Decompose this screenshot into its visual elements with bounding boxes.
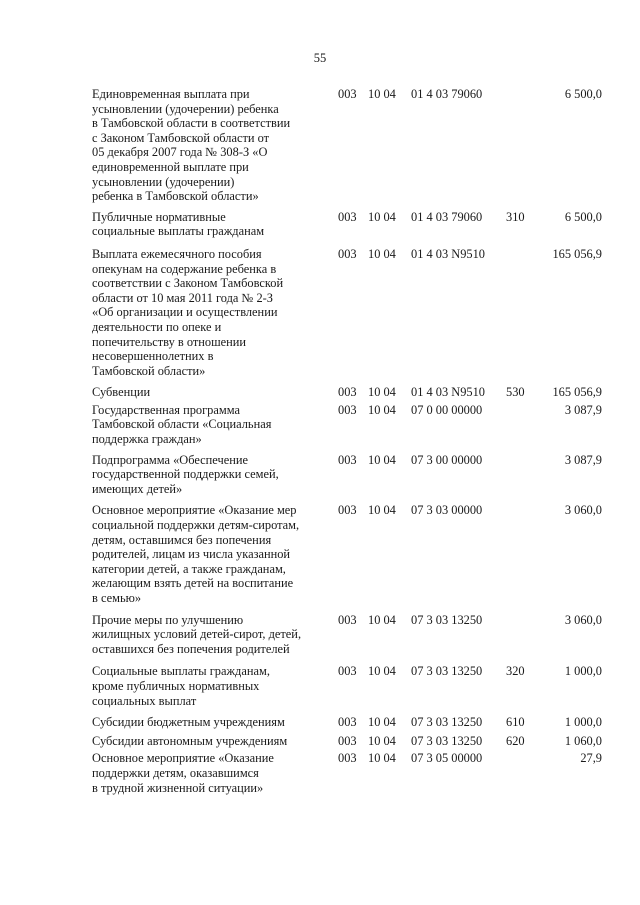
target-article-code: 07 3 03 13250 [411,715,483,730]
target-article-code: 07 0 00 00000 [411,402,483,417]
table-row [0,715,640,730]
target-article-code: 07 3 00 00000 [411,452,483,467]
amount: 3 060,0 [564,503,602,518]
table-row [0,751,640,795]
ministry-code: 003 [338,402,357,417]
table-row [0,247,640,378]
table-row [0,453,640,497]
section-code: 10 04 [368,715,396,730]
table-row [0,385,640,400]
ministry-code: 003 [338,246,357,261]
ministry-code: 003 [338,733,357,748]
row-name: Прочие меры по улучшению жилищных условий детей-сирот, детей, оставшихся без попечения родителей [92,612,302,656]
amount: 6 500,0 [564,209,602,224]
target-article-code: 07 3 05 00000 [411,751,483,766]
section-code: 10 04 [368,402,396,417]
expense-type-code: 610 [506,715,525,730]
amount: 3 087,9 [564,402,602,417]
section-code: 10 04 [368,751,396,766]
section-code: 10 04 [368,664,396,679]
section-code: 10 04 [368,87,396,101]
section-code: 10 04 [368,209,396,224]
row-name: Субсидии автономным учреждениям [92,733,288,748]
budget-table [0,87,640,801]
section-code: 10 04 [368,246,396,261]
amount: 165 056,9 [552,385,602,400]
expense-type-code: 530 [506,385,525,400]
row-name: Государственная программа Тамбовской области «Социальная поддержка граждан» [92,402,272,447]
target-article-code: 07 3 03 13250 [411,664,483,679]
expense-type-code: 310 [506,209,525,224]
amount: 1 000,0 [564,715,602,730]
table-row [0,87,640,204]
row-name: Основное мероприятие «Оказание мер социальной поддержки детям-сиротам, детям, оставшимся без попечения родителей, лицам из числа указанной категории детей, а также гражданам, желающим взять детей на воспитание в семью» [92,503,300,605]
expense-type-code: 320 [506,664,525,679]
table-row [0,734,640,749]
row-name: Субсидии бюджетным учреждениям [92,715,285,730]
section-code: 10 04 [368,733,396,748]
amount: 1 060,0 [564,733,602,748]
row-name: Социальные выплаты гражданам, кроме публичных нормативных социальных выплат [92,664,270,708]
amount: 3 060,0 [564,612,602,627]
section-code: 10 04 [368,503,396,518]
section-code: 10 04 [368,452,396,467]
row-name: Выплата ежемесячного пособия опекунам на содержание ребенка в соответствии с Законом Тамбовской области от 10 мая 2011 года № 2-З «Об организации и осуществлении деятельности по опеке и попечительству в отношении несовершеннолетних в Тамбовской области» [92,246,284,378]
row-name: Субвенции [92,385,151,400]
target-article-code: 07 3 03 13250 [411,612,483,627]
expense-type-code: 620 [506,733,525,748]
table-row [0,503,640,605]
amount: 27,9 [580,751,602,766]
target-article-code: 01 4 03 N9510 [411,246,485,261]
row-name: Единовременная выплата при усыновлении (удочерении) ребенка в Тамбовской области в соответствии с Законом Тамбовской области от 05 декабря 2007 года № 308-З «О единовременной выплате при усыновлении (удочерении) ребенка в Тамбовской области» [92,87,291,204]
table-row [0,210,640,239]
ministry-code: 003 [338,87,357,101]
row-name: Подпрограмма «Обеспечение государственной поддержки семей, имеющих детей» [92,452,279,496]
ministry-code: 003 [338,209,357,224]
target-article-code: 01 4 03 79060 [411,87,483,101]
target-article-code: 01 4 03 N9510 [411,385,485,400]
table-row [0,403,640,447]
ministry-code: 003 [338,452,357,467]
amount: 165 056,9 [552,246,602,261]
ministry-code: 003 [338,715,357,730]
table-row [0,613,640,657]
ministry-code: 003 [338,664,357,679]
amount: 3 087,9 [564,452,602,467]
ministry-code: 003 [338,751,357,766]
ministry-code: 003 [338,612,357,627]
ministry-code: 003 [338,503,357,518]
section-code: 10 04 [368,612,396,627]
amount: 6 500,0 [564,87,602,101]
table-row [0,664,640,708]
section-code: 10 04 [368,385,396,400]
target-article-code: 07 3 03 00000 [411,503,483,518]
page-number: 55 [313,51,327,65]
row-name: Публичные нормативные социальные выплаты гражданам [92,209,265,239]
row-name: Основное мероприятие «Оказание поддержки детям, оказавшимся в трудной жизненной ситуации» [92,751,274,795]
target-article-code: 07 3 03 13250 [411,733,483,748]
target-article-code: 01 4 03 79060 [411,209,483,224]
ministry-code: 003 [338,385,357,400]
amount: 1 000,0 [564,664,602,679]
